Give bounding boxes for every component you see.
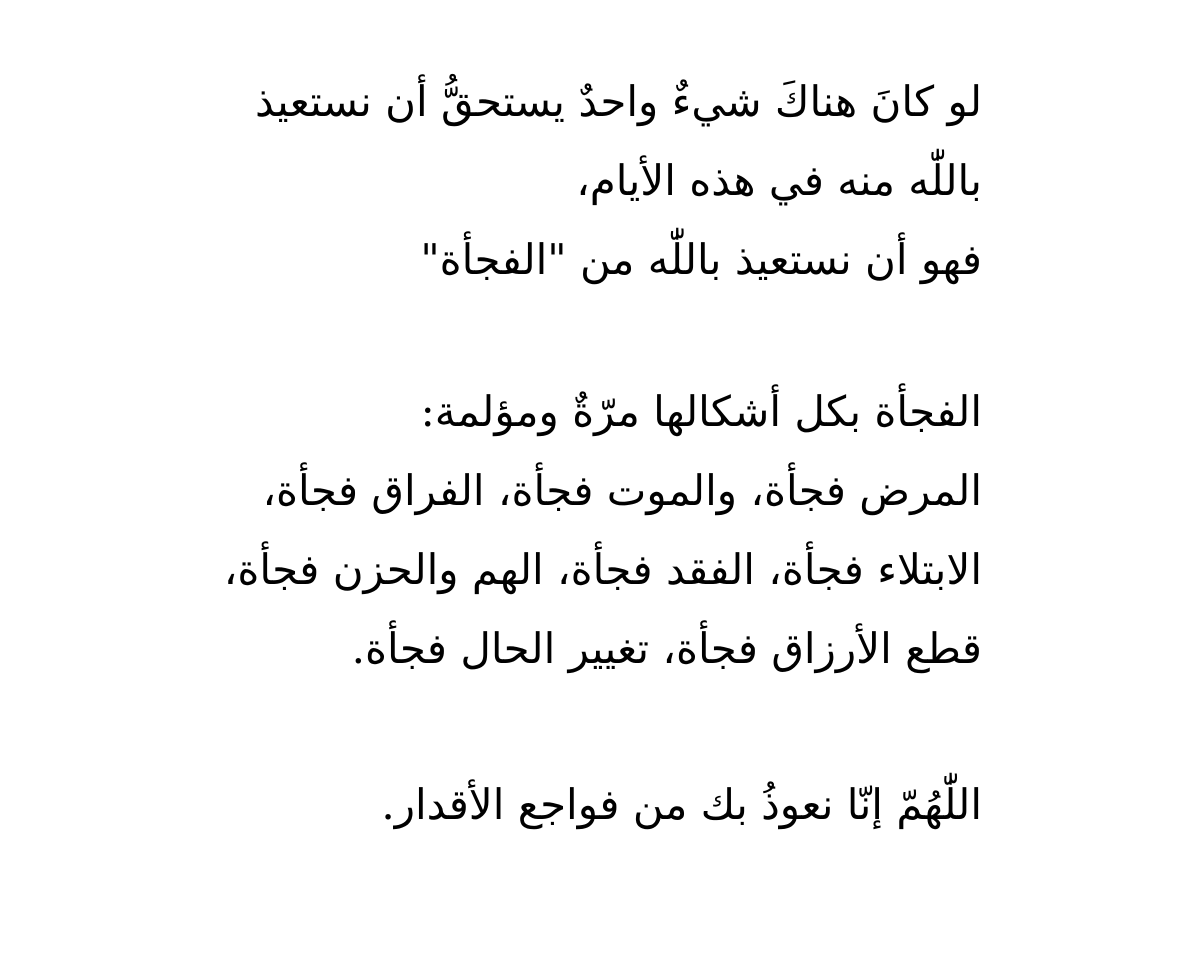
paragraph-spacer	[60, 299, 982, 372]
text-line: المرض فجأة، والموت فجأة، الفراق فجأة،	[262, 466, 982, 515]
text-line: لو كانَ هناكَ شيءٌ واحدٌ يستحقُّ أن نستعيذ	[254, 77, 982, 126]
text-line: الابتلاء فجأة، الفقد فجأة، الهم والحزن فجأة،	[223, 545, 982, 594]
text-line: الفجأة بكل أشكالها مرّةٌ ومؤلمة:	[420, 387, 982, 436]
text-line: قطع الأرزاق فجأة، تغيير الحال فجأة.	[351, 624, 982, 673]
text-line: اللّٰهُمّ إنّا نعوذُ بك من فواجع الأقدار.	[381, 780, 982, 829]
paragraph-2	[60, 372, 982, 688]
text-line: باللّٰه منه في هذه الأيام،	[576, 156, 982, 205]
paragraph-spacer	[60, 688, 982, 765]
text-line: فهو أن نستعيذ باللّٰه من "الفجأة"	[420, 235, 982, 284]
paragraph-3	[60, 765, 982, 844]
paragraph-1	[60, 62, 982, 299]
